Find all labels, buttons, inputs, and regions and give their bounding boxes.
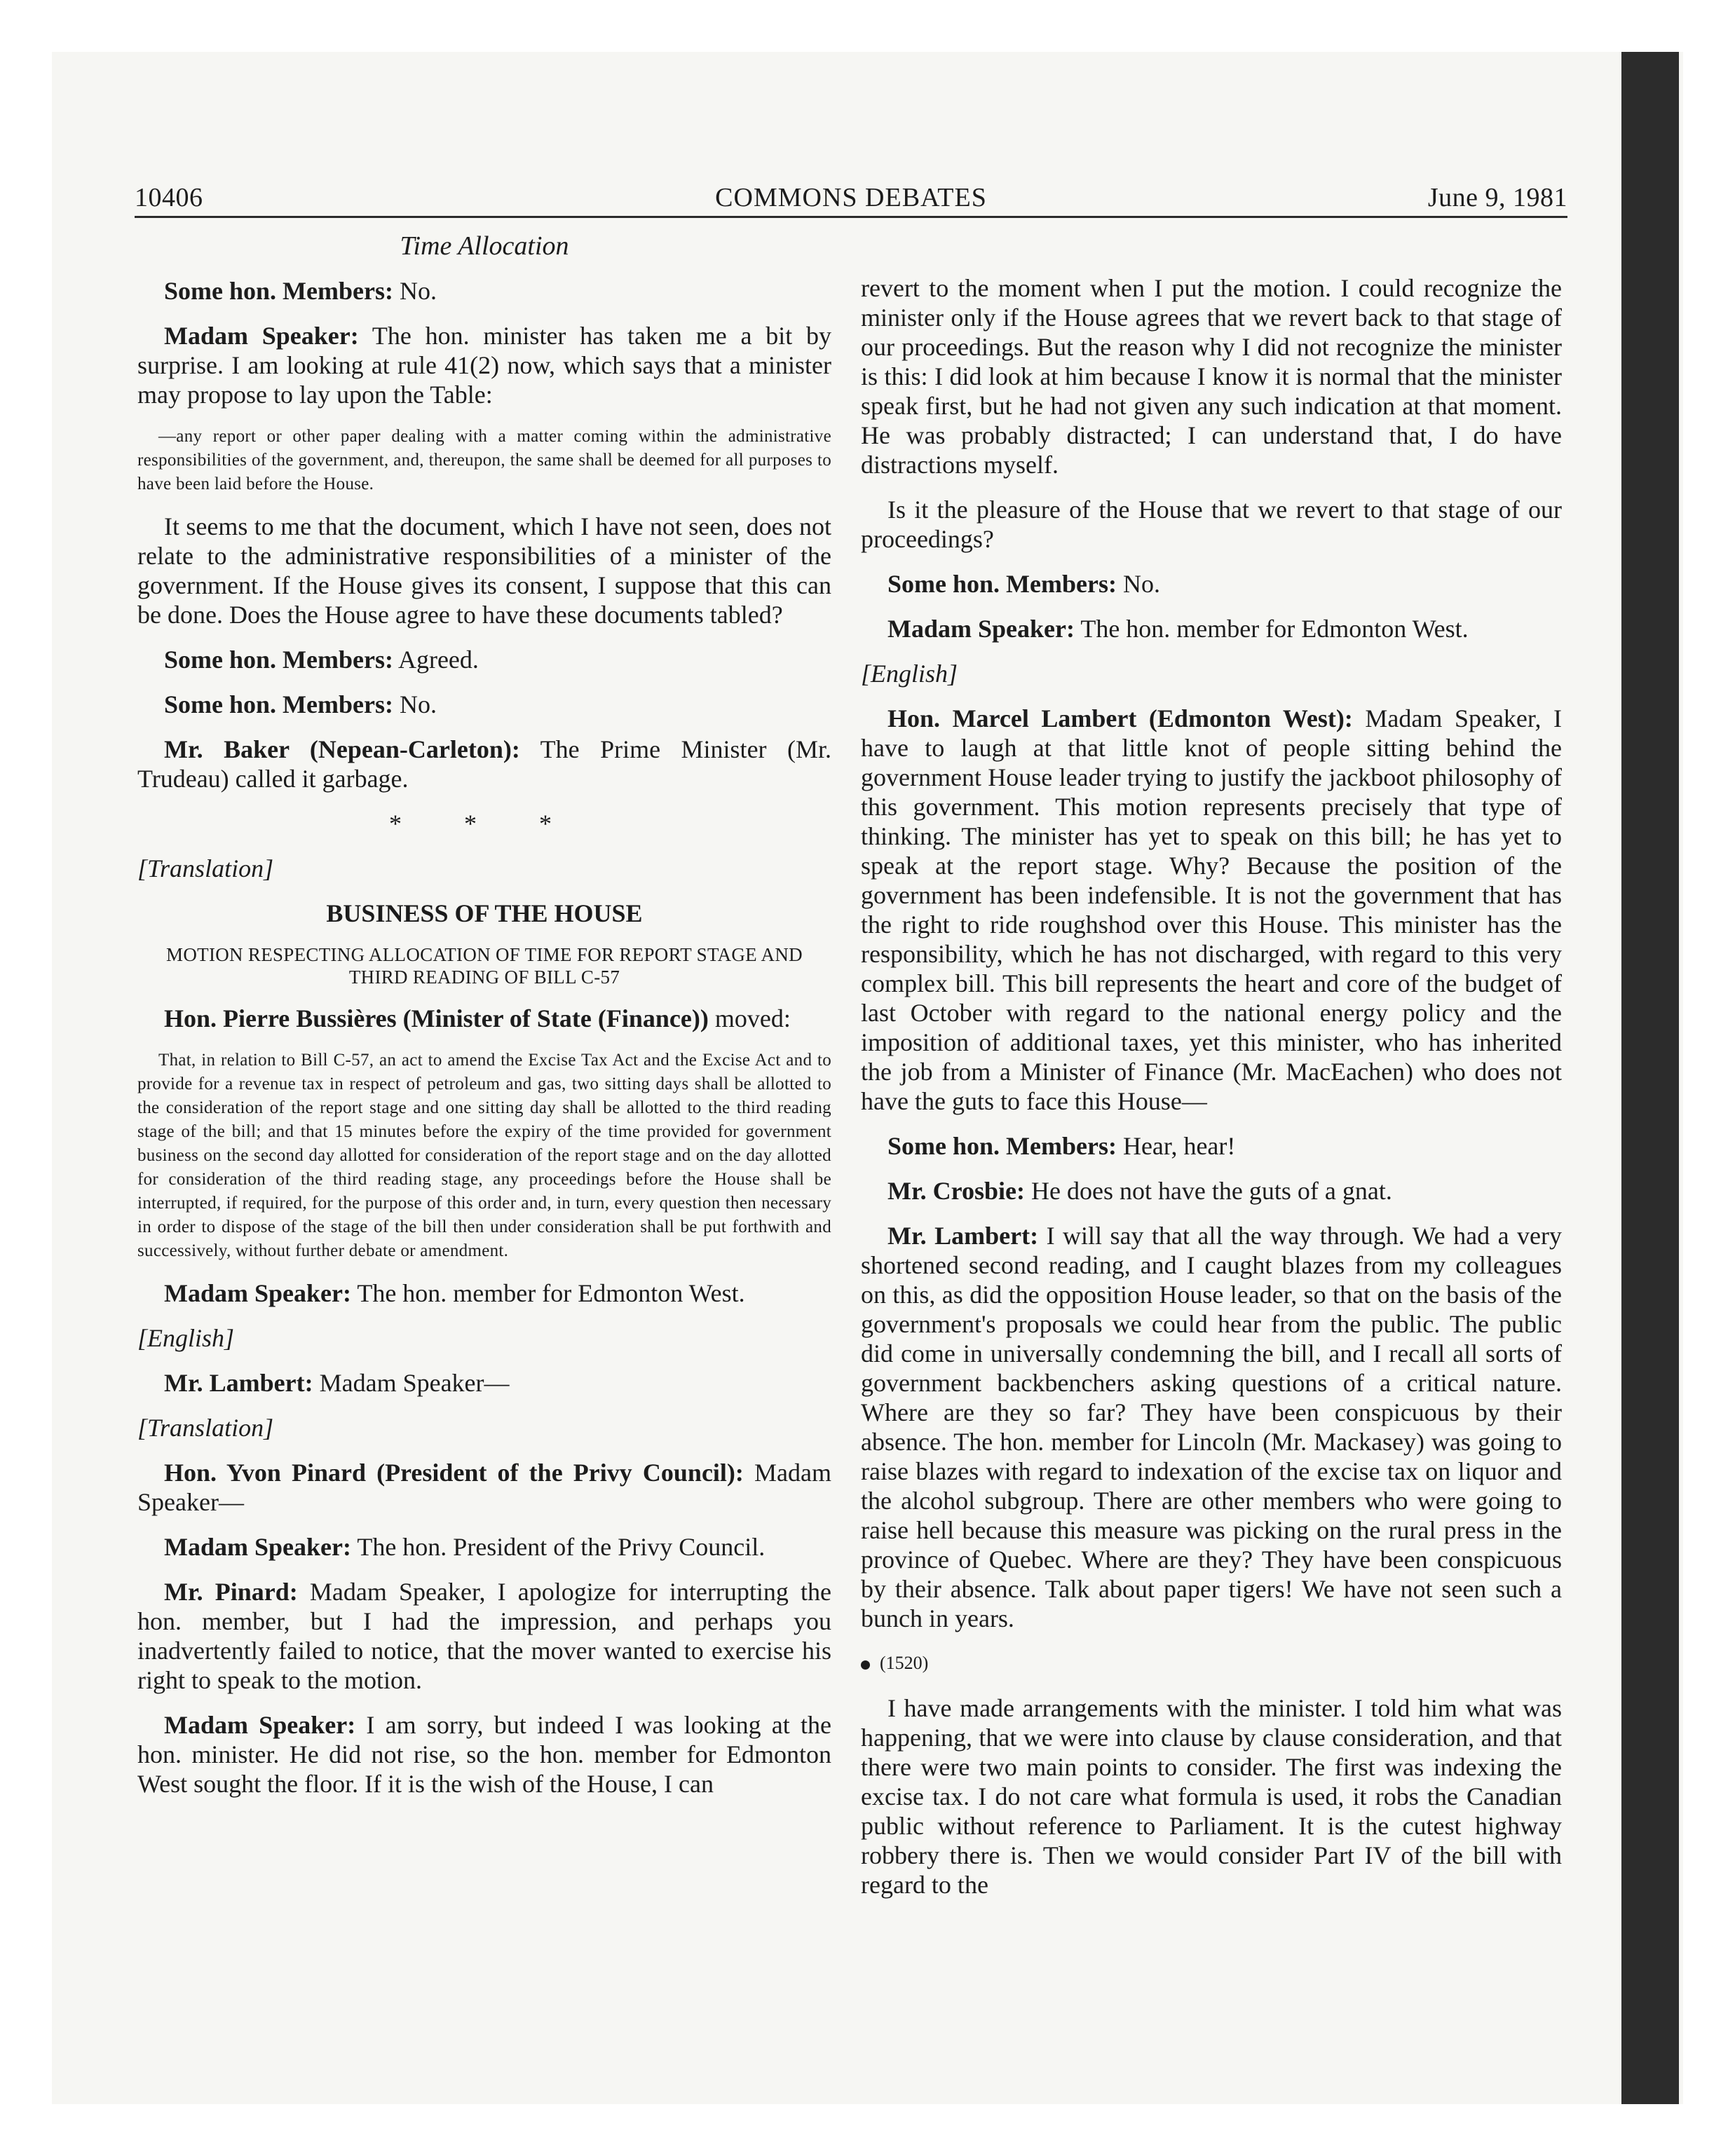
time-marker xyxy=(861,1649,1562,1678)
speech: The hon. member for Edmonton West. xyxy=(351,1279,745,1307)
speaker: Some hon. Members: xyxy=(164,277,393,305)
paragraph xyxy=(861,704,1562,1116)
speech: Madam Speaker, I apologize for interrupting the hon. member, but I had the impression, and perhaps you inadvertently failed to notice, that the mover wanted to exercise his right to speak to the motion. xyxy=(137,1578,831,1694)
paragraph xyxy=(137,1577,831,1695)
speaker: Madam Speaker: xyxy=(164,1711,356,1739)
paragraph xyxy=(137,645,831,674)
speaker: Some hon. Members: xyxy=(164,690,393,718)
speaker: Hon. Marcel Lambert (Edmonton West): xyxy=(887,704,1353,732)
speaker: Madam Speaker: xyxy=(887,615,1075,643)
speaker: Mr. Lambert: xyxy=(887,1222,1039,1250)
paragraph xyxy=(137,735,831,793)
paragraph xyxy=(137,276,831,306)
right-column xyxy=(861,231,1562,1915)
language-tag: [Translation] xyxy=(137,854,274,882)
paragraph xyxy=(861,1131,1562,1161)
motion-text: That, in relation to Bill C-57, an act to amend the Excise Tax Act and the Excise Act and to provide for a revenue tax in respect of petroleum and gas, two sitting days shall be allotted to the consideration of the report stage and one sitting day shall be allotted to the third reading stage of the bill; and that 15 minutes before the expiry of the time provided for government business on the second day allotted for consideration of the report stage and on the day allotted for consideration of the third reading stage, any proceedings before the House shall be interrupted, if required, for the purpose of this order and, in turn, every question then necessary in order to dispose of the stage of the bill then under consideration shall be put forthwith and successively, without further debate or amendment. xyxy=(137,1051,831,1260)
language-tag: [Translation] xyxy=(137,1414,274,1442)
speech: The hon. President of the Privy Council. xyxy=(351,1533,766,1561)
speaker: Madam Speaker: xyxy=(164,1279,351,1307)
speaker: Hon. Yvon Pinard (President of the Privy Council): xyxy=(164,1459,744,1487)
publication-title: COMMONS DEBATES xyxy=(715,183,987,212)
speech: moved: xyxy=(708,1004,791,1032)
paragraph xyxy=(137,1278,831,1308)
speaker: Some hon. Members: xyxy=(887,1132,1117,1160)
speech: I will say that all the way through. We had a very shortened second reading, and I caught blazes from my colleagues on this, as did the opposition House leader, so that on the basis of the government's proposals we could hear from the public. The public did come in universally condemning the bill, and I recall all sorts of government backbenchers asking questions of a critical nature. Where are they so far? They have been conspicuous by their absence. The hon. member for Lincoln (Mr. Mackasey) was going to raise blazes with regard to indexation of the excise tax on liquor and the alcohol subgroup. There are other members who were going to raise hell because this measure was picking on the rural press in the province of Quebec. Where are they? They have been conspicuous by their absence. Talk about paper tigers! We have not seen such a bunch in years. xyxy=(861,1222,1563,1632)
paragraph xyxy=(861,569,1562,599)
left-column xyxy=(137,231,831,1814)
speech: The hon. minister has taken me a bit by surprise. I am looking at rule 41(2) now, which says that a minister may propose to lay upon the Table: xyxy=(137,322,831,409)
page-header xyxy=(135,179,1567,219)
section-subheading: MOTION RESPECTING ALLOCATION OF TIME FOR REPORT STAGE AND THIRD READING OF BILL C-57 xyxy=(166,944,803,988)
paragraph xyxy=(861,1221,1562,1633)
speech: Madam Speaker, I have to laugh at that little knot of people sitting behind the government House leader trying to justify the jackboot philosophy of this government. This motion represents precisely that type of thinking. The minister has yet to speak on this bill; he has yet to speak at the report stage. Why? Because the position of the government has been indefensible. It is not the government that has the right to ride roughshod over this House. This minister has the responsibility, which he has not discharged, with regard to this very complex bill. This bill represents the heart and core of the budget of last October with regard to the national energy policy and the imposition of additional taxes, yet this minister, who has inherited the job from a Minister of Finance (Mr. MacEachen) who does not have the guts to face this House— xyxy=(861,704,1562,1115)
running-head: Time Allocation xyxy=(400,231,569,261)
paragraph xyxy=(137,1004,831,1033)
language-tag: [English] xyxy=(861,660,958,688)
scan-edge-shadow xyxy=(1621,52,1679,2104)
paragraph xyxy=(137,1710,831,1799)
paragraph xyxy=(137,1368,831,1398)
speech: I am sorry, but indeed I was looking at the hon. minister. He did not rise, so the hon. member for Edmonton West sought the floor. If it is the wish of the House, I can xyxy=(137,1711,831,1798)
speech: The hon. member for Edmonton West. xyxy=(1074,615,1469,643)
page-date: June 9, 1981 xyxy=(1427,183,1567,212)
paragraph xyxy=(137,1458,831,1517)
section-heading: BUSINESS OF THE HOUSE xyxy=(326,899,643,927)
language-tag: [English] xyxy=(137,1324,235,1352)
paragraph xyxy=(861,1176,1562,1206)
speech: Hear, hear! xyxy=(1116,1132,1236,1160)
speaker: Some hon. Members: xyxy=(164,646,393,674)
speech: No. xyxy=(393,277,437,305)
section-separator: * * * xyxy=(389,810,580,838)
speaker: Madam Speaker: xyxy=(164,1533,351,1561)
speech: Madam Speaker— xyxy=(137,1459,832,1516)
speaker: Mr. Crosbie: xyxy=(887,1177,1025,1205)
paragraph xyxy=(137,1532,831,1562)
time-stamp: (1520) xyxy=(880,1653,929,1673)
paragraph: Is it the pleasure of the House that we revert to that stage of our proceedings? xyxy=(861,496,1562,553)
speaker: Madam Speaker: xyxy=(164,322,359,350)
paragraph xyxy=(137,690,831,719)
paragraph xyxy=(137,321,831,409)
speaker: Mr. Baker (Nepean-Carleton): xyxy=(164,735,520,763)
paragraph: I have made arrangements with the minister. I told him what was happening, that we were into clause by clause consideration, and that there were two main points to consider. The first was indexing the excise tax. I do not care what formula is used, it robs the Canadian public without reference to Parliament. It is the cutest highway robbery there is. Then we would consider Part IV of the bill with regard to the xyxy=(861,1694,1562,1899)
speech: No. xyxy=(393,690,437,718)
page-number: 10406 xyxy=(135,183,203,212)
speech: No. xyxy=(1116,570,1160,598)
speech: Madam Speaker— xyxy=(313,1369,510,1397)
speaker: Hon. Pierre Bussières (Minister of State (Finance)) xyxy=(164,1004,709,1032)
paragraph: revert to the moment when I put the motion. I could recognize the minister only if the House agrees that we revert back to that stage of our proceedings. But the reason why I did not recognize the minister is this: I did look at him because I know it is normal that the minister speak first, but he had not given any such indication at that moment. He was probably distracted; I can understand that, I do have distractions myself. xyxy=(861,274,1562,479)
paragraph xyxy=(861,614,1562,643)
quoted-rule: —any report or other paper dealing with a matter coming within the administrative responsibilities of the government, and, thereupon, the same shall be deemed for all purposes to have been laid before the House. xyxy=(137,427,831,493)
bullet-icon xyxy=(861,1660,870,1670)
header-rule xyxy=(135,216,1567,218)
speaker: Some hon. Members: xyxy=(887,570,1117,598)
speech: Agreed. xyxy=(393,646,479,674)
speaker: Mr. Pinard: xyxy=(164,1578,298,1606)
paragraph: It seems to me that the document, which I have not seen, does not relate to the administrative responsibilities of a minister of the government. If the House gives its consent, I suppose that this can be done. Does the House agree to have these documents tabled? xyxy=(137,512,831,629)
speech: The Prime Minister (Mr. Trudeau) called it garbage. xyxy=(137,735,831,793)
speech: He does not have the guts of a gnat. xyxy=(1024,1177,1392,1205)
speaker: Mr. Lambert: xyxy=(164,1369,313,1397)
